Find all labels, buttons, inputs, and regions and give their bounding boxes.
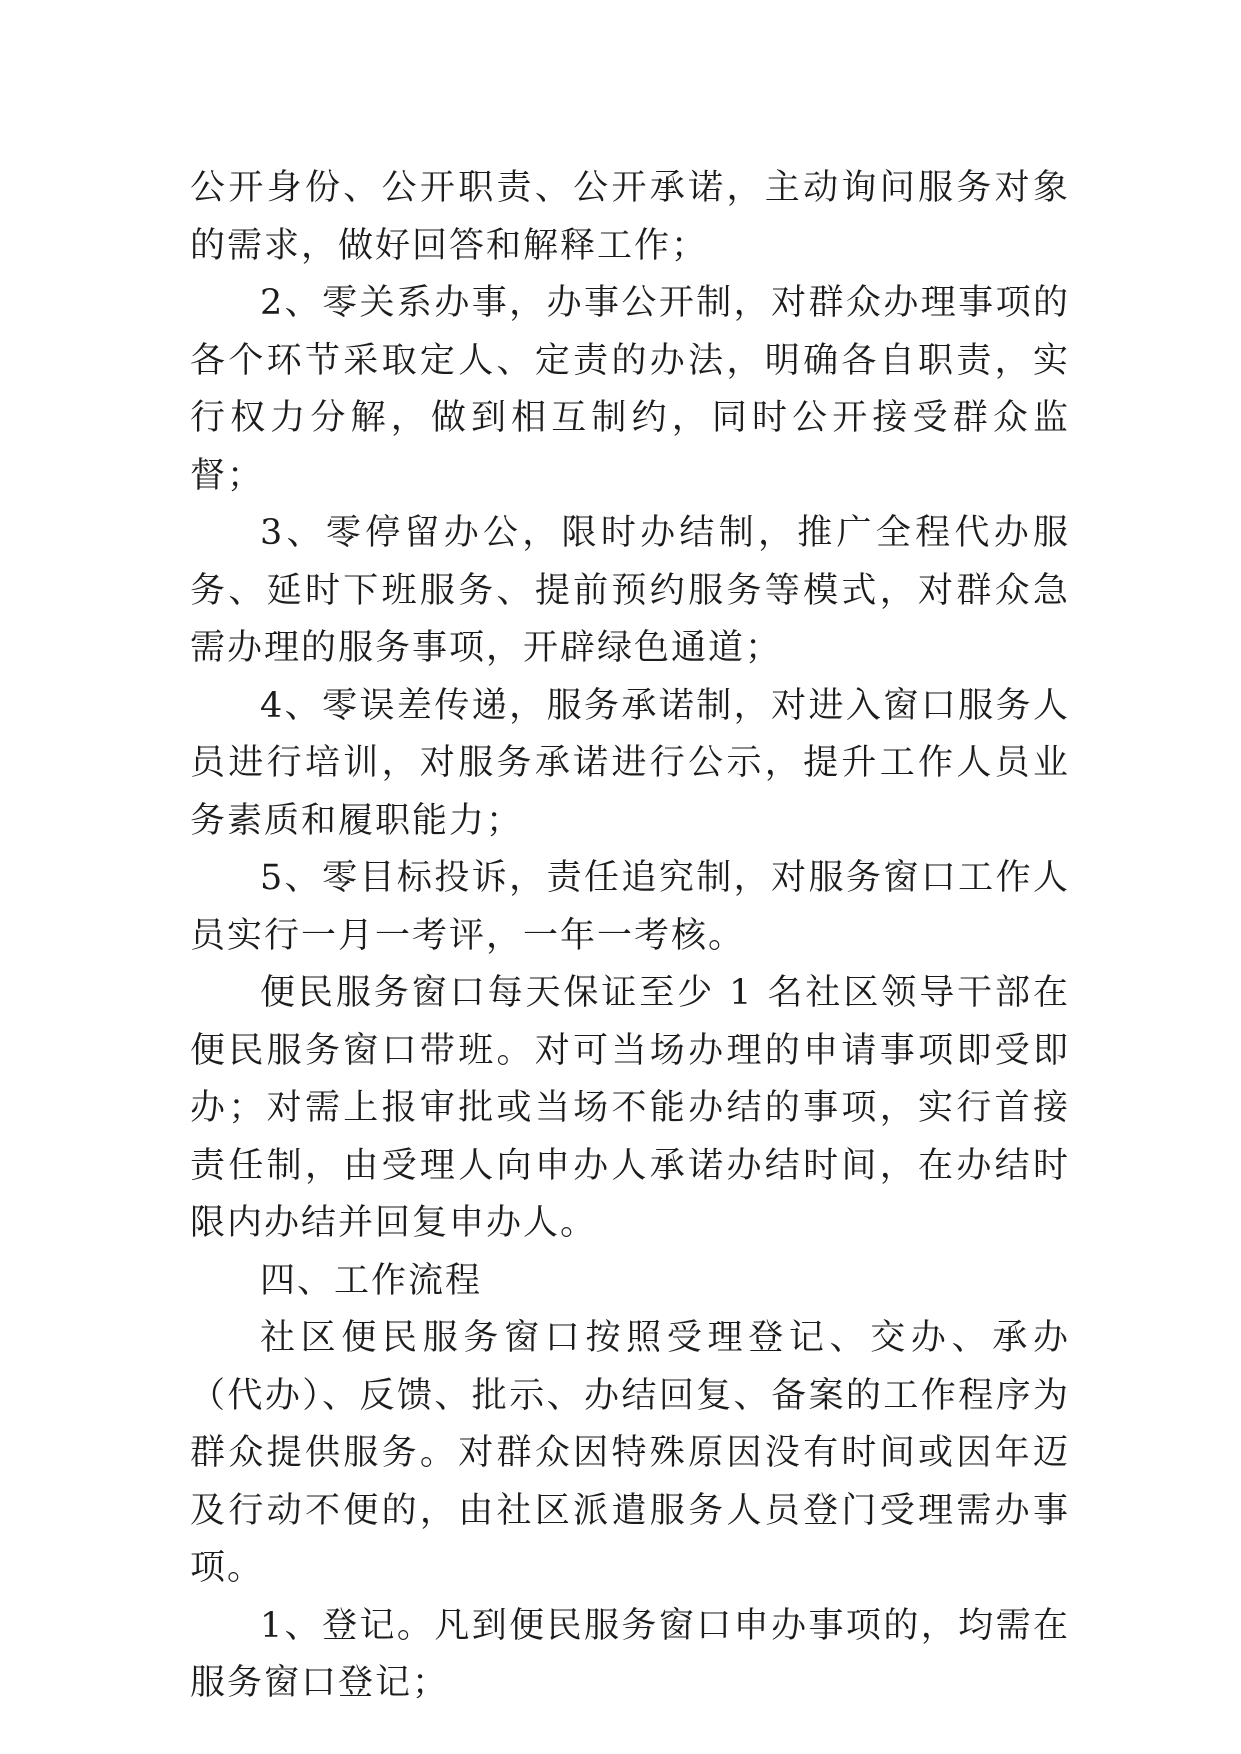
paragraph-process: 社区便民服务窗口按照受理登记、交办、承办（代办）、反馈、批示、办结回复、备案的工作程序为群众提供服务。对群众因特殊原因没有时间或因年迈及行动不便的，由社区派遣服务人员登门受理需办事项。 — [190, 1318, 1070, 1588]
paragraph-item-3: 3、零停留办公，限时办结制，推广全程代办服务、延时下班服务、提前预约服务等模式，对群众急需办理的服务事项，开辟绿色通道； — [190, 513, 1070, 668]
paragraph-window-duty: 便民服务窗口每天保证至少 1 名社区领导干部在便民服务窗口带班。对可当场办理的申请事项即受即办；对需上报审批或当场不能办结的事项，实行首接责任制，由受理人向申办人承诺办结时间，在办结时限内办结并回复申办人。 — [190, 973, 1070, 1243]
paragraph-item-5: 5、零目标投诉，责任追究制，对服务窗口工作人员实行一月一考评，一年一考核。 — [190, 858, 1070, 956]
paragraph-continuation: 公开身份、公开职责、公开承诺，主动询问服务对象的需求，做好回答和解释工作； — [190, 168, 1070, 266]
section-heading: 四、工作流程 — [260, 1260, 483, 1301]
document-body — [190, 160, 1070, 1713]
paragraph-item-4: 4、零误差传递，服务承诺制，对进入窗口服务人员进行培训，对服务承诺进行公示，提升工作人员业务素质和履职能力； — [190, 685, 1070, 841]
paragraph-item-2: 2、零关系办事，办事公开制，对群众办理事项的各个环节采取定人、定责的办法，明确各自职责，实行权力分解，做到相互制约，同时公开接受群众监督； — [190, 283, 1070, 496]
paragraph-step-1: 1、登记。凡到便民服务窗口申办事项的，均需在服务窗口登记； — [190, 1605, 1070, 1703]
